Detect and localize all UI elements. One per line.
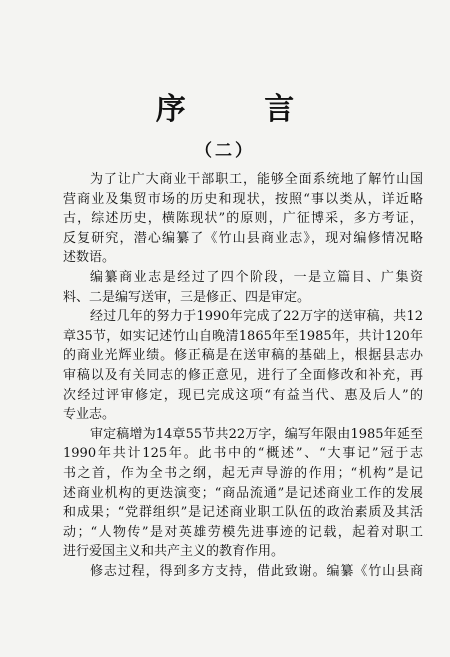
text-line: 和成果；“党群组织”是记述商业职工队伍的政治素质及其活 xyxy=(63,505,423,521)
page-title: 序 言 xyxy=(155,92,329,127)
text-line: 营商业及集贸市场的历史和现状，按照“事以类从，详近略 xyxy=(63,191,423,207)
text-line: 为了让广大商业干部职工，能够全面系统地了解竹山国 xyxy=(90,172,423,187)
text-line: 料、二是编写送审，三是修正、四是审定。 xyxy=(63,289,311,305)
text-line: 次经过评审修定，现已完成这项“有益当代、惠及后人”的 xyxy=(63,387,423,403)
text-line: 修志过程，得到多方支持，借此致谢。编纂《竹山县商 xyxy=(90,563,423,579)
section-number: （二） xyxy=(195,141,255,161)
text-line: 专业志。 xyxy=(63,407,116,423)
preface-body xyxy=(63,170,423,581)
text-line: 古，综述历史，横陈现状”的原则，广征博采，多方考证， xyxy=(63,211,423,227)
text-line: 述商业机构的更迭演变；“商品流通”是记述商业工作的发展 xyxy=(63,485,423,501)
text-line: 审稿以及有关同志的修正意见，进行了全面修改和补充，再 xyxy=(63,367,423,383)
text-line: 述数语。 xyxy=(63,250,116,266)
text-line: 1990年共计125年。此书中的“概述”、“大事记”冠于志 xyxy=(63,446,423,462)
text-line: 反复研究，潜心编纂了《竹山县商业志》，现对编修情况略 xyxy=(63,230,423,246)
text-line: 动；“人物传”是对英雄劳模先进事迹的记载，起着对职工 xyxy=(63,524,423,540)
text-line: 经过几年的努力于1990年完成了22万字的送审稿，共12 xyxy=(90,309,423,325)
text-line: 进行爱国主义和共产主义的教育作用。 xyxy=(63,544,285,560)
text-line: 编纂商业志是经过了四个阶段，一是立篇目、广集资 xyxy=(90,269,423,285)
text-line: 章35节，如实记述竹山自晚清1865年至1985年，共计120年 xyxy=(63,328,423,344)
text-line: 书之首，作为全书之纲，起无声导游的作用；“机构”是记 xyxy=(63,465,423,481)
text-line: 审定稿增为14章55节共22万字，编写年限由1985年延至 xyxy=(90,426,423,442)
text-line: 的商业光辉业绩。修正稿是在送审稿的基础上，根据县志办 xyxy=(63,348,423,364)
